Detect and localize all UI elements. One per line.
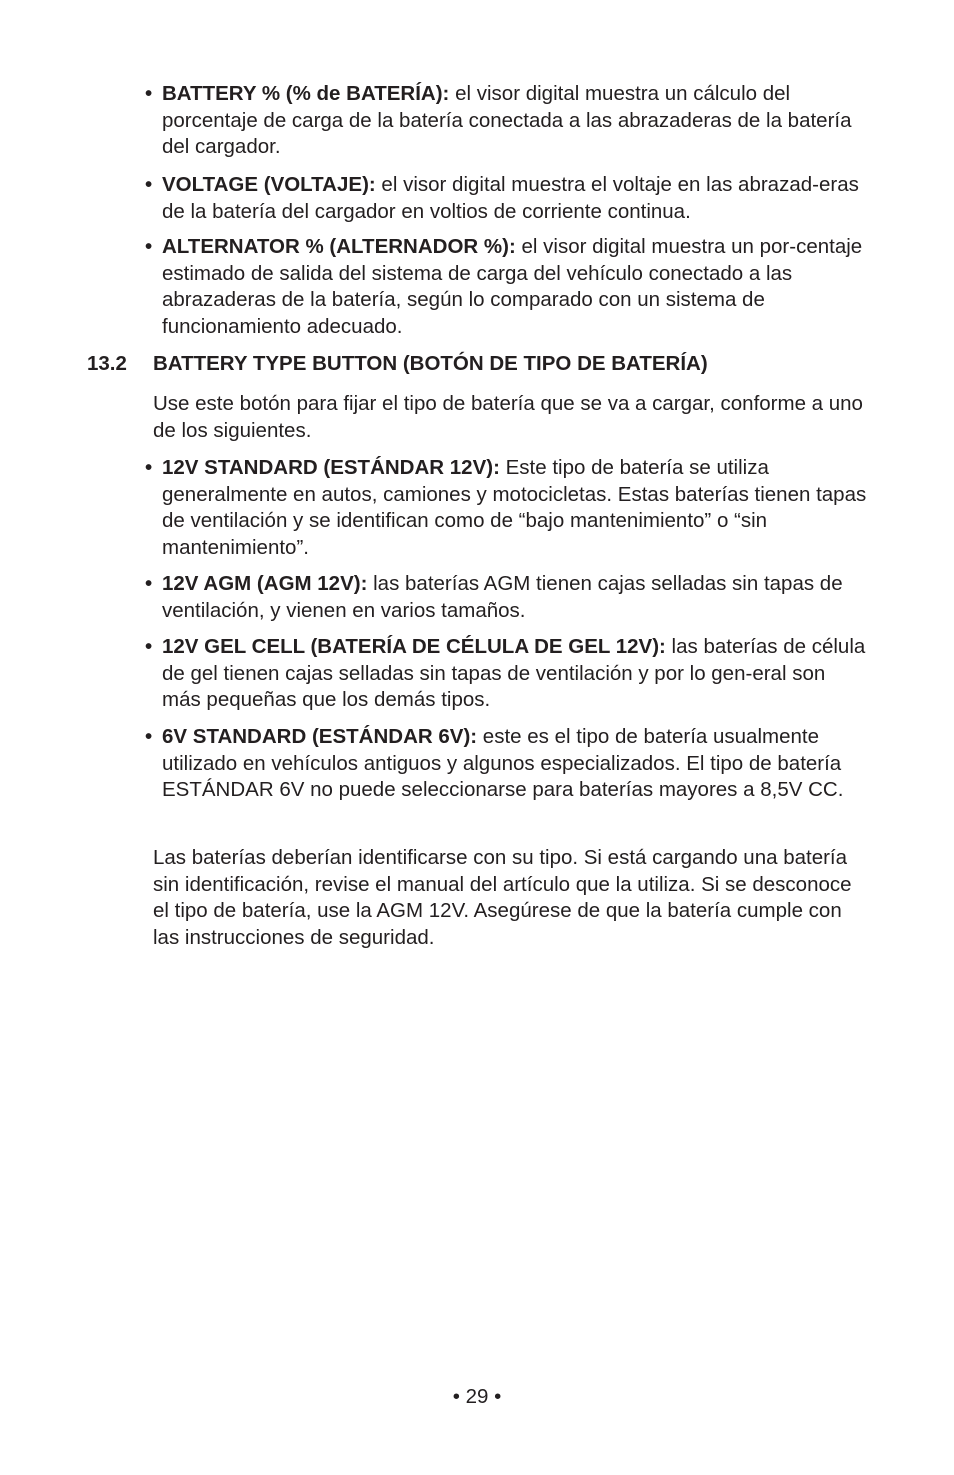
bullet-6v-standard xyxy=(145,724,867,804)
section-number: 13.2 xyxy=(87,352,127,375)
bullet-12v-standard xyxy=(145,455,867,561)
bullet-marker: • xyxy=(145,173,153,196)
section-intro: Use este botón para fijar el tipo de batería que se va a cargar, conforme a uno de los siguientes. xyxy=(153,392,863,442)
page-number: • 29 • xyxy=(452,1385,502,1408)
bullet-marker: • xyxy=(145,635,153,658)
bullet-12v-gel-cell xyxy=(145,634,867,714)
bullet-label: 12V STANDARD (ESTÁNDAR 12V): xyxy=(162,456,500,479)
bullet-text: Este tipo de batería se utiliza generalmente en autos, camiones y motocicletas. Estas baterías tienen tapas de ventilación y se identifican como de “bajo mantenimiento” o “sin mantenimiento”. xyxy=(162,456,867,559)
bullet-marker: • xyxy=(145,456,153,479)
section-title: BATTERY TYPE BUTTON (BOTÓN DE TIPO DE BATERÍA) xyxy=(153,352,708,375)
bullet-text: las baterías de célula de gel tienen cajas selladas sin tapas de ventilación y por lo gen-eral son más pequeñas que los demás tipos. xyxy=(162,635,866,712)
bullet-12v-agm xyxy=(145,571,867,624)
closing-paragraph: Las baterías deberían identificarse con su tipo. Si está cargando una batería sin identificación, revise el manual del artículo que la utiliza. Si se desconoce el tipo de batería, use la AGM 12V. Asegúrese de que la batería cumple con las instrucciones de seguridad. xyxy=(153,846,852,949)
bullet-marker: • xyxy=(145,235,153,258)
bullet-label: 12V GEL CELL (BATERÍA DE CÉLULA DE GEL 12V): xyxy=(162,635,666,658)
bullet-alternator xyxy=(145,234,867,340)
bullet-label: VOLTAGE (VOLTAJE): xyxy=(162,173,376,196)
bullet-text: el visor digital muestra un por-centaje estimado de salida del sistema de carga del vehículo conectado a las abrazaderas de la batería, según lo comparado con un sistema de funcionamiento adecuado. xyxy=(162,235,863,338)
bullet-label: 6V STANDARD (ESTÁNDAR 6V): xyxy=(162,725,478,748)
bullet-label: BATTERY % (% de BATERÍA): xyxy=(162,82,450,105)
bullet-battery-percent xyxy=(145,81,867,161)
bullet-label: 12V AGM (AGM 12V): xyxy=(162,572,368,595)
bullet-text: este es el tipo de batería usualmente utilizado en vehículos antiguos y algunos especializados. El tipo de batería ESTÁNDAR 6V no puede seleccionarse para baterías mayores a 8,5V CC. xyxy=(162,725,844,802)
bullet-marker: • xyxy=(145,725,153,748)
bullet-text: el visor digital muestra el voltaje en las abrazad-eras de la batería del cargador en voltios de corriente continua. xyxy=(162,173,859,223)
bullet-text: las baterías AGM tienen cajas selladas sin tapas de ventilación, y vienen en varios tamaños. xyxy=(162,572,843,622)
bullet-marker: • xyxy=(145,572,153,595)
bullet-text: el visor digital muestra un cálculo del porcentaje de carga de la batería conectada a las abrazaderas de la batería del cargador. xyxy=(162,82,852,159)
bullet-voltage xyxy=(145,172,867,225)
bullet-label: ALTERNATOR % (ALTERNADOR %): xyxy=(162,235,516,258)
bullet-marker: • xyxy=(145,82,153,105)
